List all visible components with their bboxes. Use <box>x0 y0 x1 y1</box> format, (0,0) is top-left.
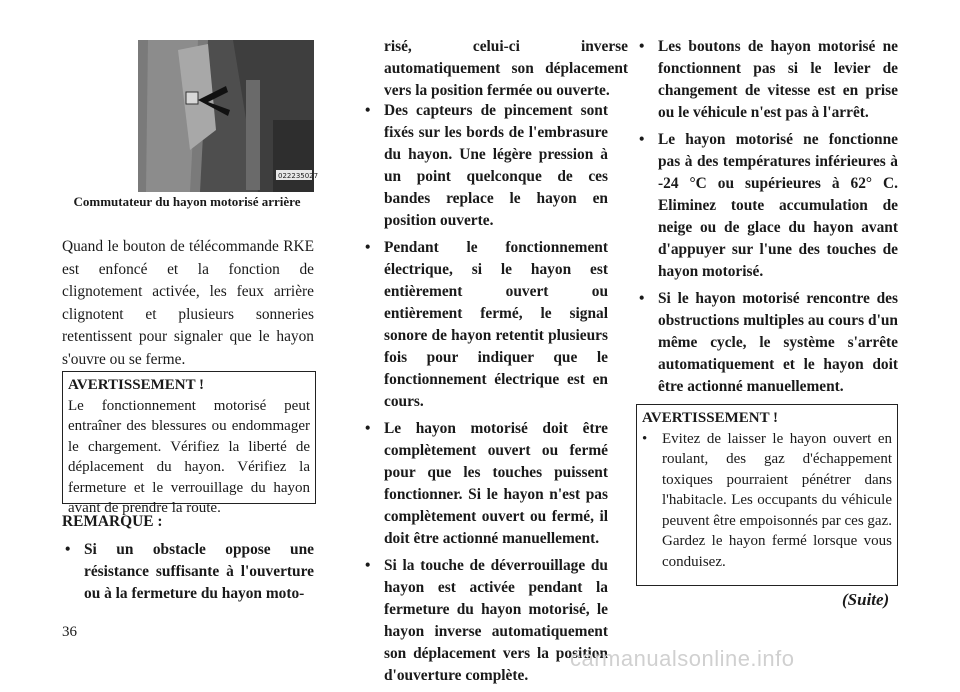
watermark: carmanualsonline.info <box>570 646 795 671</box>
continued-label: (Suite) <box>842 590 890 609</box>
note-list-col3 <box>636 36 898 403</box>
bullet-icon: • <box>365 239 371 256</box>
bullet-icon: • <box>639 290 645 307</box>
list-item: • Si la touche de déverrouillage du hayon est activée pendant la fermeture du hayon motorisé, le hayon inverse automatiquement son déplacement vers la position d'ouverture complète. <box>365 557 608 684</box>
bullet-icon: • <box>65 541 71 558</box>
photo-illustration <box>138 40 319 192</box>
figure-caption: Commutateur du hayon motorisé arrière <box>73 194 301 209</box>
warning-list <box>642 429 892 573</box>
bullet-icon: • <box>642 430 648 447</box>
warning-title: AVERTISSEMENT ! <box>642 410 779 426</box>
bullet-icon: • <box>639 38 645 55</box>
bullet-icon: • <box>365 102 371 119</box>
list-item: • Le hayon motorisé doit être complètement ouvert ou fermé pour que les touches puissent fonctionner. Si le hayon n'est pas complètement ouvert ou fermé, il doit être actionné manuellement. <box>365 420 608 547</box>
bullet-icon: • <box>365 420 371 437</box>
warning-title: AVERTISSEMENT ! <box>68 377 205 393</box>
image-code: 022235027 <box>278 172 319 180</box>
note-list-col2 <box>362 100 608 692</box>
warning-text: Le fonctionnement motorisé peut entraîner des blessures ou endommager le chargement. Vérifiez la liberté de déplacement du hayon. Vérifiez la fermeture et le verrouillage du hayon avant de prendre la route. <box>68 397 310 516</box>
page-number: 36 <box>62 624 77 640</box>
list-item: • Des capteurs de pincement sont fixés sur les bords de l'embrasure du hayon. Une légère pression à un point quelconque de ces bandes replace le hayon en position ouverte. <box>365 102 608 229</box>
bullet-icon: • <box>639 131 645 148</box>
note-list-col1 <box>62 539 314 610</box>
list-item: • Si le hayon motorisé rencontre des obstructions multiples au cours d'un même cycle, le système s'arrête automatiquement et le hayon doit être actionné manuellement. <box>639 290 898 395</box>
body-paragraph: Quand le bouton de télécommande RKE est enfoncé et la fonction de clignotement activée, les feux arrière clignotent et plusieurs sonneries retentissent pour signaler que le hayon s'ouvre ou se ferme. <box>62 238 314 368</box>
note-title: REMARQUE : <box>62 513 163 530</box>
tailgate-switch-photo <box>138 40 319 192</box>
list-item: • Evitez de laisser le hayon ouvert en roulant, des gaz d'échappement toxiques pourraient pénétrer dans l'habitacle. Les occupants du véhicule peuvent être empoisonnés par ces gaz. Gardez le hayon fermé lorsque vous conduisez. <box>642 430 892 570</box>
list-item: • Le hayon motorisé ne fonctionne pas à des températures inférieures à -24 °C ou supérieures à 62° C. Eliminez toute accumulation de neige ou de glace du hayon avant d'appuyer sur l'une des touches de hayon motorisé. <box>639 131 898 280</box>
list-item: • Si un obstacle oppose une résistance suffisante à l'ouverture ou à la fermeture du hayon moto- <box>65 541 314 602</box>
warning-box-1 <box>62 371 316 516</box>
warning-box-2 <box>636 404 898 586</box>
bullet-icon: • <box>365 557 371 574</box>
list-item: • Pendant le fonctionnement électrique, si le hayon est entièrement ouvert ou entièrement fermé, le signal sonore de hayon retentit plusieurs fois pour indiquer que le fonctionnement électrique est en cours. <box>365 239 608 410</box>
continued-text: risé, celui-ci inverse automatiquement son déplacement vers la position fermée ou ouverte. <box>384 38 628 99</box>
list-item: • Les boutons de hayon motorisé ne fonctionnent pas si le levier de changement de vitesse est en prise ou le véhicule n'est pas à l'arrêt. <box>639 38 898 121</box>
